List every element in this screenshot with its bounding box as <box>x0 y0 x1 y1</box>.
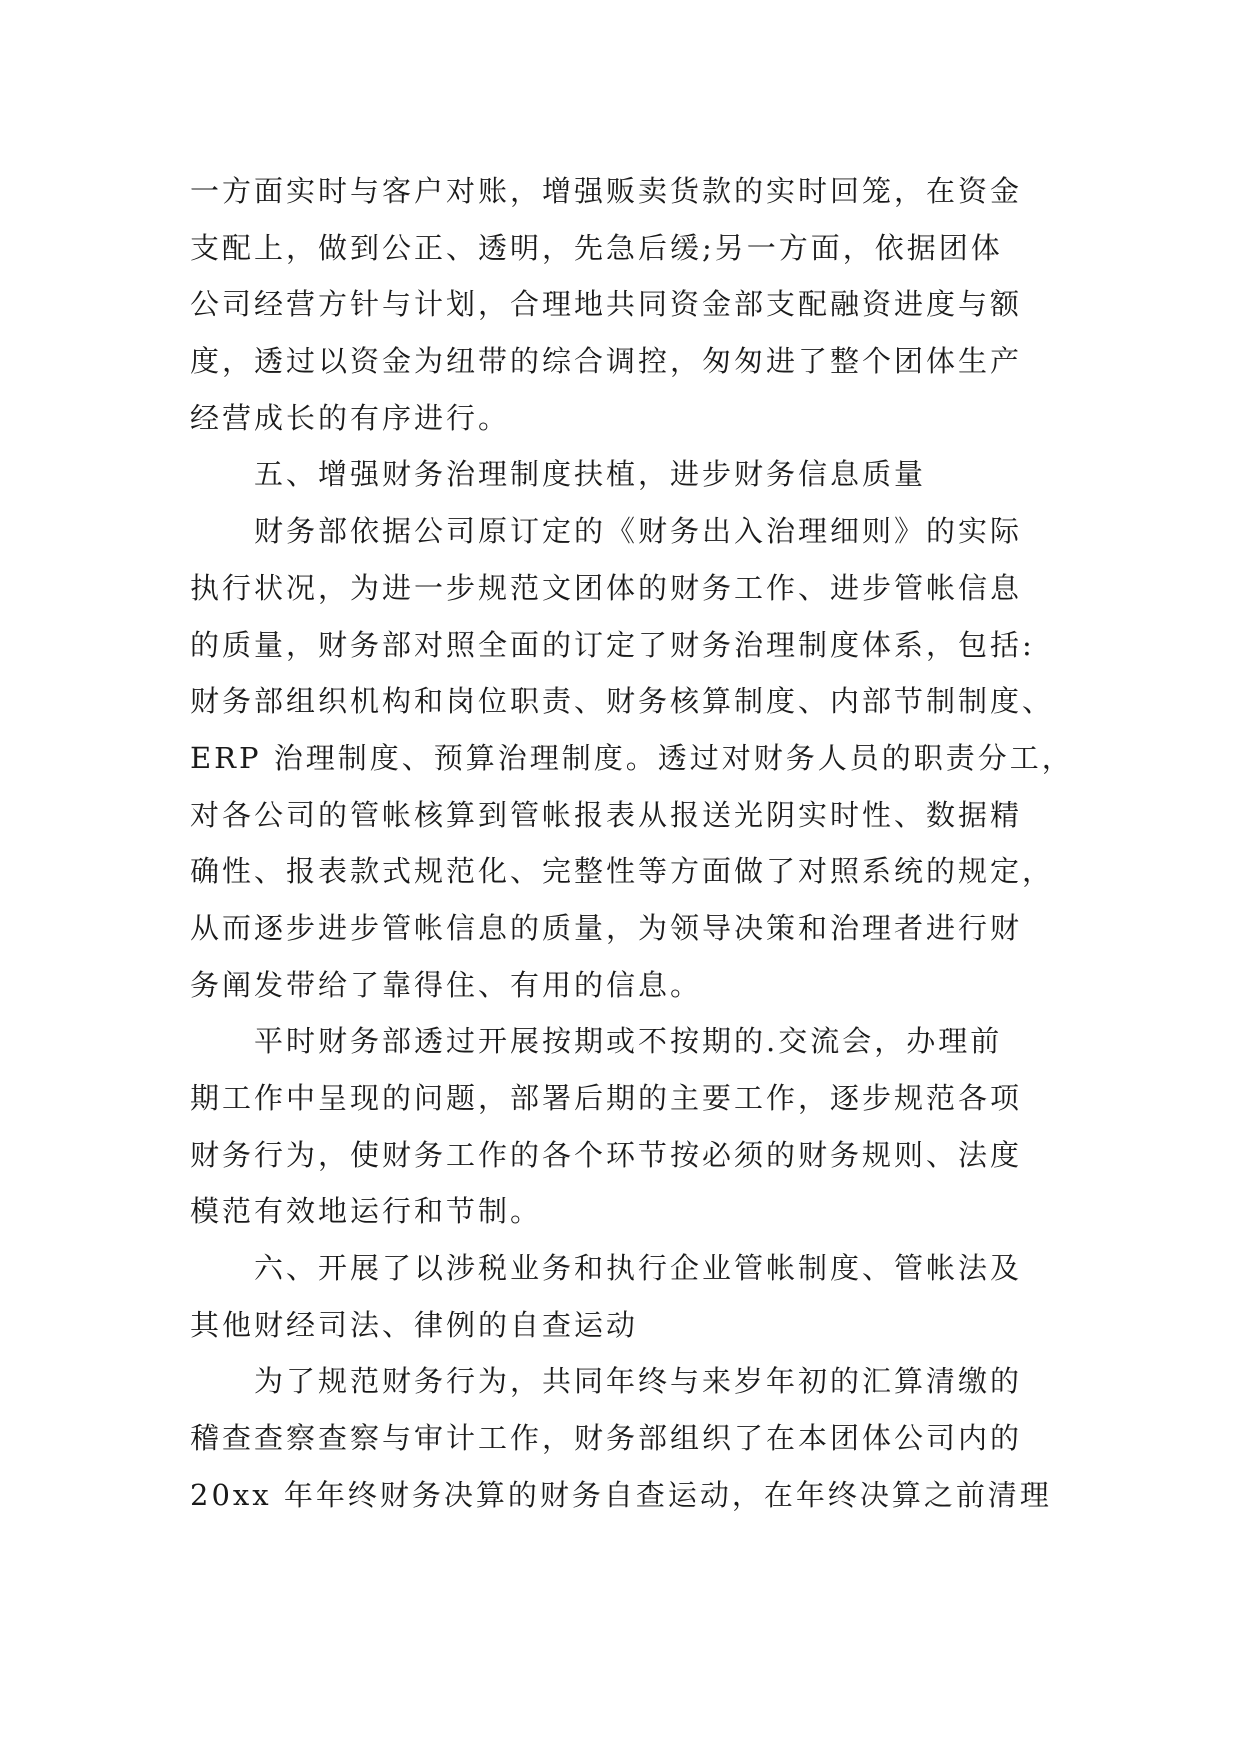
paragraph-line: 度，透过以资金为纽带的综合调控，匆匆进了整个团体生产 <box>190 344 1023 379</box>
paragraph-line: 的质量，财务部对照全面的订定了财务治理制度体系，包括: <box>190 627 1035 662</box>
paragraph-line: 执行状况，为进一步规范文团体的财务工作、进步管帐信息 <box>190 570 1023 605</box>
paragraph-line: 经营成长的有序进行。 <box>190 400 511 435</box>
paragraph-line: 平时财务部透过开展按期或不按期的.交流会，办理前 <box>254 1024 1003 1059</box>
paragraph-line: 一方面实时与客户对账，增强贩卖货款的实时回笼，在资金 <box>190 174 1023 208</box>
section-heading-5: 五、增强财务治理制度扶植，进步财务信息质量 <box>254 457 927 492</box>
paragraph-line: 财务行为，使财务工作的各个环节按必须的财务规则、法度 <box>190 1137 1023 1172</box>
paragraph-line: 公司经营方针与计划，合理地共同资金部支配融资进度与额 <box>190 287 1023 322</box>
paragraph-line: 为了规范财务行为，共同年终与来岁年初的汇算清缴的 <box>254 1364 1023 1399</box>
paragraph-line: 财务部依据公司原订定的《财务出入治理细则》的实际 <box>254 514 1023 549</box>
paragraph-line: 确性、报表款式规范化、完整性等方面做了对照系统的规定， <box>190 854 1055 889</box>
paragraph-line: ERP 治理制度、预算治理制度。透过对财务人员的职责分工， <box>190 740 1074 775</box>
document-body <box>190 163 1074 1524</box>
section-heading-6: 六、开展了以涉税业务和执行企业管帐制度、管帐法及 <box>254 1251 1023 1286</box>
paragraph-line: 模范有效地运行和节制。 <box>190 1194 543 1229</box>
paragraph-line: 稽查查察查察与审计工作，财务部组织了在本团体公司内的 <box>190 1421 1023 1456</box>
section-heading-6-continued: 其他财经司法、律例的自查运动 <box>190 1307 639 1342</box>
paragraph-line: 支配上，做到公正、透明，先急后缓;另一方面，依据团体 <box>190 230 1003 265</box>
paragraph-line: 对各公司的管帐核算到管帐报表从报送光阴实时性、数据精 <box>190 797 1023 832</box>
paragraph-line: 20xx 年年终财务决算的财务自查运动，在年终决算之前清理 <box>190 1477 1052 1512</box>
paragraph-line: 从而逐步进步管帐信息的质量，为领导决策和治理者进行财 <box>190 910 1023 945</box>
paragraph-line: 期工作中呈现的问题，部署后期的主要工作，逐步规范各项 <box>190 1081 1023 1115</box>
paragraph-line: 务阐发带给了靠得住、有用的信息。 <box>190 967 703 1002</box>
paragraph-line: 财务部组织机构和岗位职责、财务核算制度、内部节制制度、 <box>190 684 1055 719</box>
